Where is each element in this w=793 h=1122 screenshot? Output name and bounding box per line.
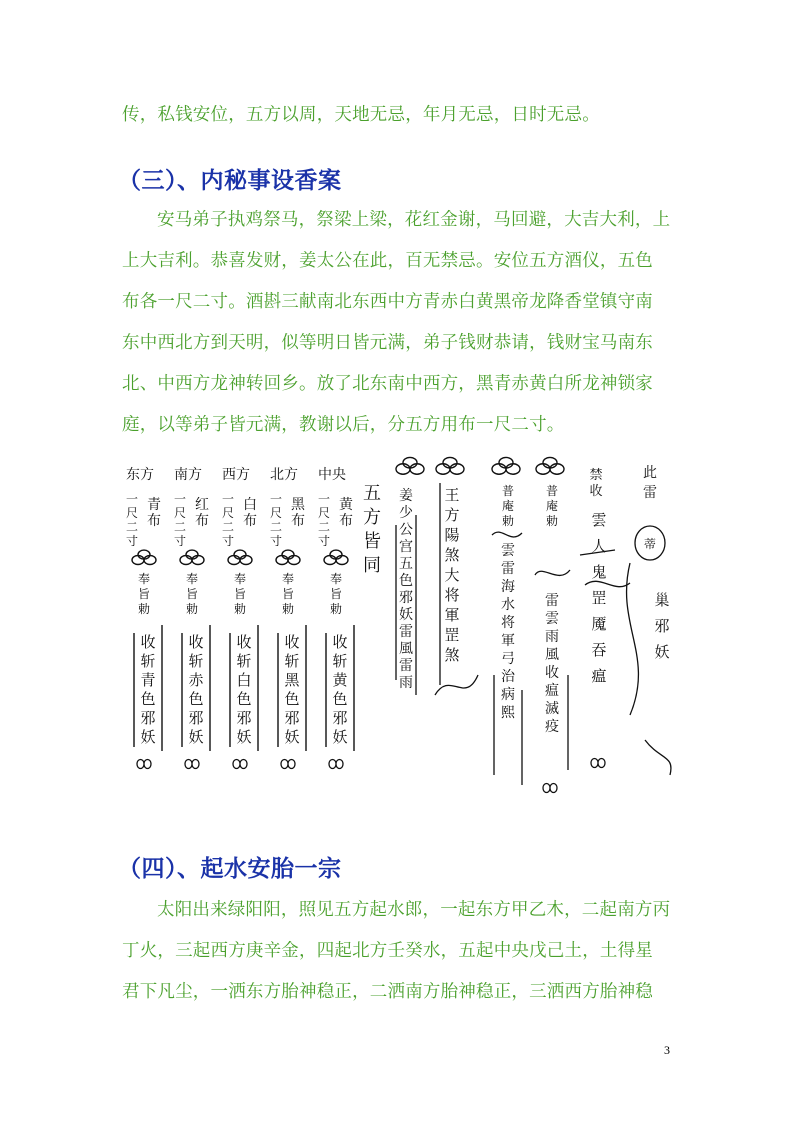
knot-icon xyxy=(281,760,295,769)
charm-d-top-text: 勅 xyxy=(545,514,559,528)
charm-body-text: 收 xyxy=(140,633,156,651)
charm-b-text: 将 xyxy=(444,586,460,604)
section-4-paragraph xyxy=(122,890,682,1013)
text-line: 君下凡尘，一洒东方胎神稳正，二洒南方胎神稳正，三洒西方胎神稳 xyxy=(122,982,653,1002)
measure-label: 一 xyxy=(317,492,331,506)
trefoil-icon xyxy=(228,550,252,564)
measure-label: 尺 xyxy=(173,506,187,520)
cloth-label: 黑 xyxy=(291,497,305,513)
direction-label: 北方 xyxy=(270,467,298,483)
charm-a-text: 色 xyxy=(399,573,413,589)
charm-c-text: 治 xyxy=(501,669,515,685)
charm-b-text: 大 xyxy=(444,566,460,584)
charm-e-text: 魇 xyxy=(591,615,607,633)
charm-body-text: 妖 xyxy=(284,728,300,746)
trefoil-icon xyxy=(276,550,300,564)
charm-c-text: 弓 xyxy=(501,651,515,667)
order-label: 奉 xyxy=(329,572,343,586)
charm-body-text: 妖 xyxy=(236,728,252,746)
charm-d-text: 滅 xyxy=(545,701,559,717)
charm-b-text: 王 xyxy=(444,486,460,504)
charm-c-text: 将 xyxy=(501,615,515,631)
order-label: 旨 xyxy=(329,587,343,601)
charm-d-text: 雲 xyxy=(545,611,559,627)
charm-body-text: 色 xyxy=(332,690,348,708)
knot-icon xyxy=(329,760,343,769)
text-line: 丁火，三起西方庚辛金，四起北方壬癸水，五起中央戊己土，土得星 xyxy=(122,941,653,961)
cloth-label: 布 xyxy=(291,513,305,529)
charm-f-text: 邪 xyxy=(654,617,670,635)
charm-b-text: 方 xyxy=(444,506,460,524)
charm-c-top-text: 勅 xyxy=(501,514,515,528)
charm-b-text: 罡 xyxy=(444,626,460,644)
charm-f-text: 妖 xyxy=(654,643,670,661)
charm-a-text: 公 xyxy=(399,522,413,538)
charm-e-top-text: 收 xyxy=(589,484,603,499)
measure-label: 尺 xyxy=(269,506,283,520)
charm-a-text: 少 xyxy=(399,505,413,521)
charm-body-text: 收 xyxy=(188,633,204,651)
charm-body-text: 妖 xyxy=(188,728,204,746)
order-label: 奉 xyxy=(281,572,295,586)
direction-label: 南方 xyxy=(174,467,202,483)
cloth-label: 布 xyxy=(147,513,161,529)
charm-f-top-text: 雷 xyxy=(643,485,657,501)
order-label: 勅 xyxy=(329,602,343,616)
order-label: 旨 xyxy=(233,587,247,601)
section-3-heading: （三）、内秘事设香案 xyxy=(118,167,342,194)
measure-label: 二 xyxy=(221,520,235,534)
order-label: 旨 xyxy=(185,587,199,601)
order-label: 旨 xyxy=(281,587,295,601)
charm-b-text: 煞 xyxy=(444,546,460,564)
measure-label: 一 xyxy=(173,492,187,506)
charm-a-text: 雨 xyxy=(399,675,413,691)
charm-d-top-text: 庵 xyxy=(545,499,559,513)
charm-c-text: 雲 xyxy=(501,543,515,559)
charm-body-text: 邪 xyxy=(188,709,204,727)
charm-body-text: 色 xyxy=(188,690,204,708)
top-paragraph xyxy=(122,95,682,136)
charm-body-text: 黑 xyxy=(284,671,300,689)
charm-body-text: 斩 xyxy=(140,652,156,670)
direction-label: 中央 xyxy=(318,467,346,483)
text-line: 安马弟子执鸡祭马，祭梁上梁，花红金谢，马回避，大吉大利，上 xyxy=(157,210,671,230)
charm-body-text: 色 xyxy=(140,690,156,708)
wufang-label: 方 xyxy=(363,507,381,528)
cloth-label: 青 xyxy=(147,497,161,513)
knot-icon xyxy=(137,760,151,769)
charm-a-text: 姜 xyxy=(399,488,413,504)
charm-body-text: 斩 xyxy=(188,652,204,670)
order-label: 勅 xyxy=(137,602,151,616)
charm-a-text: 雷 xyxy=(399,658,413,674)
section-3-paragraph xyxy=(122,200,682,446)
charm-body-text: 邪 xyxy=(284,709,300,727)
charm-f-top-text: 此 xyxy=(643,465,657,481)
measure-label: 尺 xyxy=(221,506,235,520)
charm-c-top-text: 普 xyxy=(501,484,515,498)
seal-circle-text: 蒂 xyxy=(643,537,657,551)
charm-body-text: 青 xyxy=(140,671,156,689)
charm-body-text: 邪 xyxy=(332,709,348,727)
order-label: 勅 xyxy=(281,602,295,616)
charm-body-text: 收 xyxy=(236,633,252,651)
charm-a-text: 雷 xyxy=(399,624,413,640)
charm-a-text: 宫 xyxy=(399,539,413,555)
charm-e-text: 吞 xyxy=(591,641,607,659)
charm-body-text: 斩 xyxy=(236,652,252,670)
trefoil-icon xyxy=(180,550,204,564)
charm-e-text: 雲 xyxy=(591,511,607,529)
charm-body-text: 斩 xyxy=(284,652,300,670)
measure-label: 二 xyxy=(317,520,331,534)
charm-e-text: 鬼 xyxy=(591,563,607,581)
charm-c-text: 病 xyxy=(501,687,515,703)
talisman-drawing xyxy=(110,455,680,800)
trefoil-icon xyxy=(396,457,424,474)
charm-body-text: 邪 xyxy=(140,709,156,727)
charm-d-text: 瘟 xyxy=(545,683,559,699)
charm-body-text: 黄 xyxy=(332,671,348,689)
measure-label: 一 xyxy=(221,492,235,506)
measure-label: 寸 xyxy=(221,534,235,548)
order-label: 勅 xyxy=(233,602,247,616)
cloth-label: 红 xyxy=(195,497,209,513)
charm-body-text: 色 xyxy=(236,690,252,708)
cloth-label: 布 xyxy=(195,513,209,529)
knot-icon xyxy=(591,759,605,768)
charm-d-top-text: 普 xyxy=(545,484,559,498)
wufang-label: 五 xyxy=(363,483,381,504)
charm-e-top-text: 禁 xyxy=(589,468,603,483)
text-line: 太阳出来绿阳阳，照见五方起水郎，一起东方甲乙木，二起南方丙 xyxy=(157,900,671,920)
knot-icon xyxy=(185,760,199,769)
measure-label: 二 xyxy=(173,520,187,534)
charm-c-text: 雷 xyxy=(501,561,515,577)
text-line: 上大吉利。恭喜发财，姜太公在此，百无禁忌。安位五方酒仪，五色 xyxy=(122,251,653,271)
charm-c-top-text: 庵 xyxy=(501,499,515,513)
charm-body-text: 色 xyxy=(284,690,300,708)
cloth-label: 布 xyxy=(243,513,257,529)
page-number: 3 xyxy=(664,1043,670,1057)
charm-c-text: 熙 xyxy=(501,705,515,721)
charm-e-text: 人 xyxy=(591,537,607,555)
charm-body-text: 收 xyxy=(284,633,300,651)
order-label: 奉 xyxy=(137,572,151,586)
trefoil-icon xyxy=(324,550,348,564)
charm-d-text: 雨 xyxy=(545,629,559,645)
trefoil-icon xyxy=(132,550,156,564)
measure-label: 寸 xyxy=(173,534,187,548)
cloth-label: 白 xyxy=(243,497,257,513)
measure-label: 尺 xyxy=(317,506,331,520)
charm-a-text: 風 xyxy=(399,641,413,657)
text-line: 布各一尺二寸。酒斟三献南北东西中方青赤白黄黑帝龙降香堂镇守南 xyxy=(122,292,653,312)
measure-label: 一 xyxy=(125,492,139,506)
measure-label: 一 xyxy=(269,492,283,506)
charm-b-text: 陽 xyxy=(444,526,460,544)
charm-body-text: 白 xyxy=(236,671,252,689)
charm-b-text: 煞 xyxy=(444,646,460,664)
measure-label: 寸 xyxy=(317,534,331,548)
measure-label: 尺 xyxy=(125,506,139,520)
charm-a-text: 妖 xyxy=(399,607,413,623)
charm-body-text: 妖 xyxy=(140,728,156,746)
charm-c-text: 海 xyxy=(501,579,515,595)
measure-label: 二 xyxy=(269,520,283,534)
measure-label: 寸 xyxy=(125,534,139,548)
text-line: 传，私钱安位，五方以周，天地无忌，年月无忌，日时无忌。 xyxy=(122,105,600,125)
wufang-label: 皆 xyxy=(363,531,381,552)
charm-body-text: 邪 xyxy=(236,709,252,727)
charm-d-text: 收 xyxy=(545,665,559,681)
direction-label: 西方 xyxy=(222,467,250,483)
charm-body-text: 斩 xyxy=(332,652,348,670)
order-label: 旨 xyxy=(137,587,151,601)
order-label: 勅 xyxy=(185,602,199,616)
wufang-label: 同 xyxy=(363,555,381,576)
charm-body-text: 赤 xyxy=(188,671,204,689)
charm-b-text: 軍 xyxy=(444,606,460,624)
order-label: 奉 xyxy=(185,572,199,586)
text-line: 北、中西方龙神转回乡。放了北东南中西方，黑青赤黄白所龙神锁家 xyxy=(122,374,653,394)
cloth-label: 黄 xyxy=(339,497,353,513)
charm-a-text: 五 xyxy=(399,556,413,572)
measure-label: 二 xyxy=(125,520,139,534)
text-line: 东中西北方到天明，似等明日皆元满，弟子钱财恭请，钱财宝马南东 xyxy=(122,333,653,353)
charm-d-text: 雷 xyxy=(545,593,559,609)
charm-c-text: 軍 xyxy=(501,633,515,649)
order-label: 奉 xyxy=(233,572,247,586)
section-4-heading: （四）、起水安胎一宗 xyxy=(118,855,342,882)
measure-label: 寸 xyxy=(269,534,283,548)
charm-e-text: 瘟 xyxy=(591,667,607,685)
charm-f-text: 巢 xyxy=(654,591,670,609)
charm-d-text: 疫 xyxy=(545,719,559,735)
charm-body-text: 妖 xyxy=(332,728,348,746)
talisman-figure xyxy=(110,455,680,800)
charm-body-text: 收 xyxy=(332,633,348,651)
charm-e-text: 罡 xyxy=(591,589,607,607)
text-line: 庭，以等弟子皆元满，教谢以后，分五方用布一尺二寸。 xyxy=(122,415,565,435)
trefoil-icon xyxy=(536,457,564,474)
direction-label: 东方 xyxy=(126,467,154,483)
trefoil-icon xyxy=(492,457,520,474)
knot-icon xyxy=(543,784,557,793)
trefoil-icon xyxy=(436,457,464,474)
knot-icon xyxy=(233,760,247,769)
charm-c-text: 水 xyxy=(501,597,515,613)
charm-a-text: 邪 xyxy=(399,590,413,606)
cloth-label: 布 xyxy=(339,513,353,529)
charm-d-text: 風 xyxy=(545,647,559,663)
